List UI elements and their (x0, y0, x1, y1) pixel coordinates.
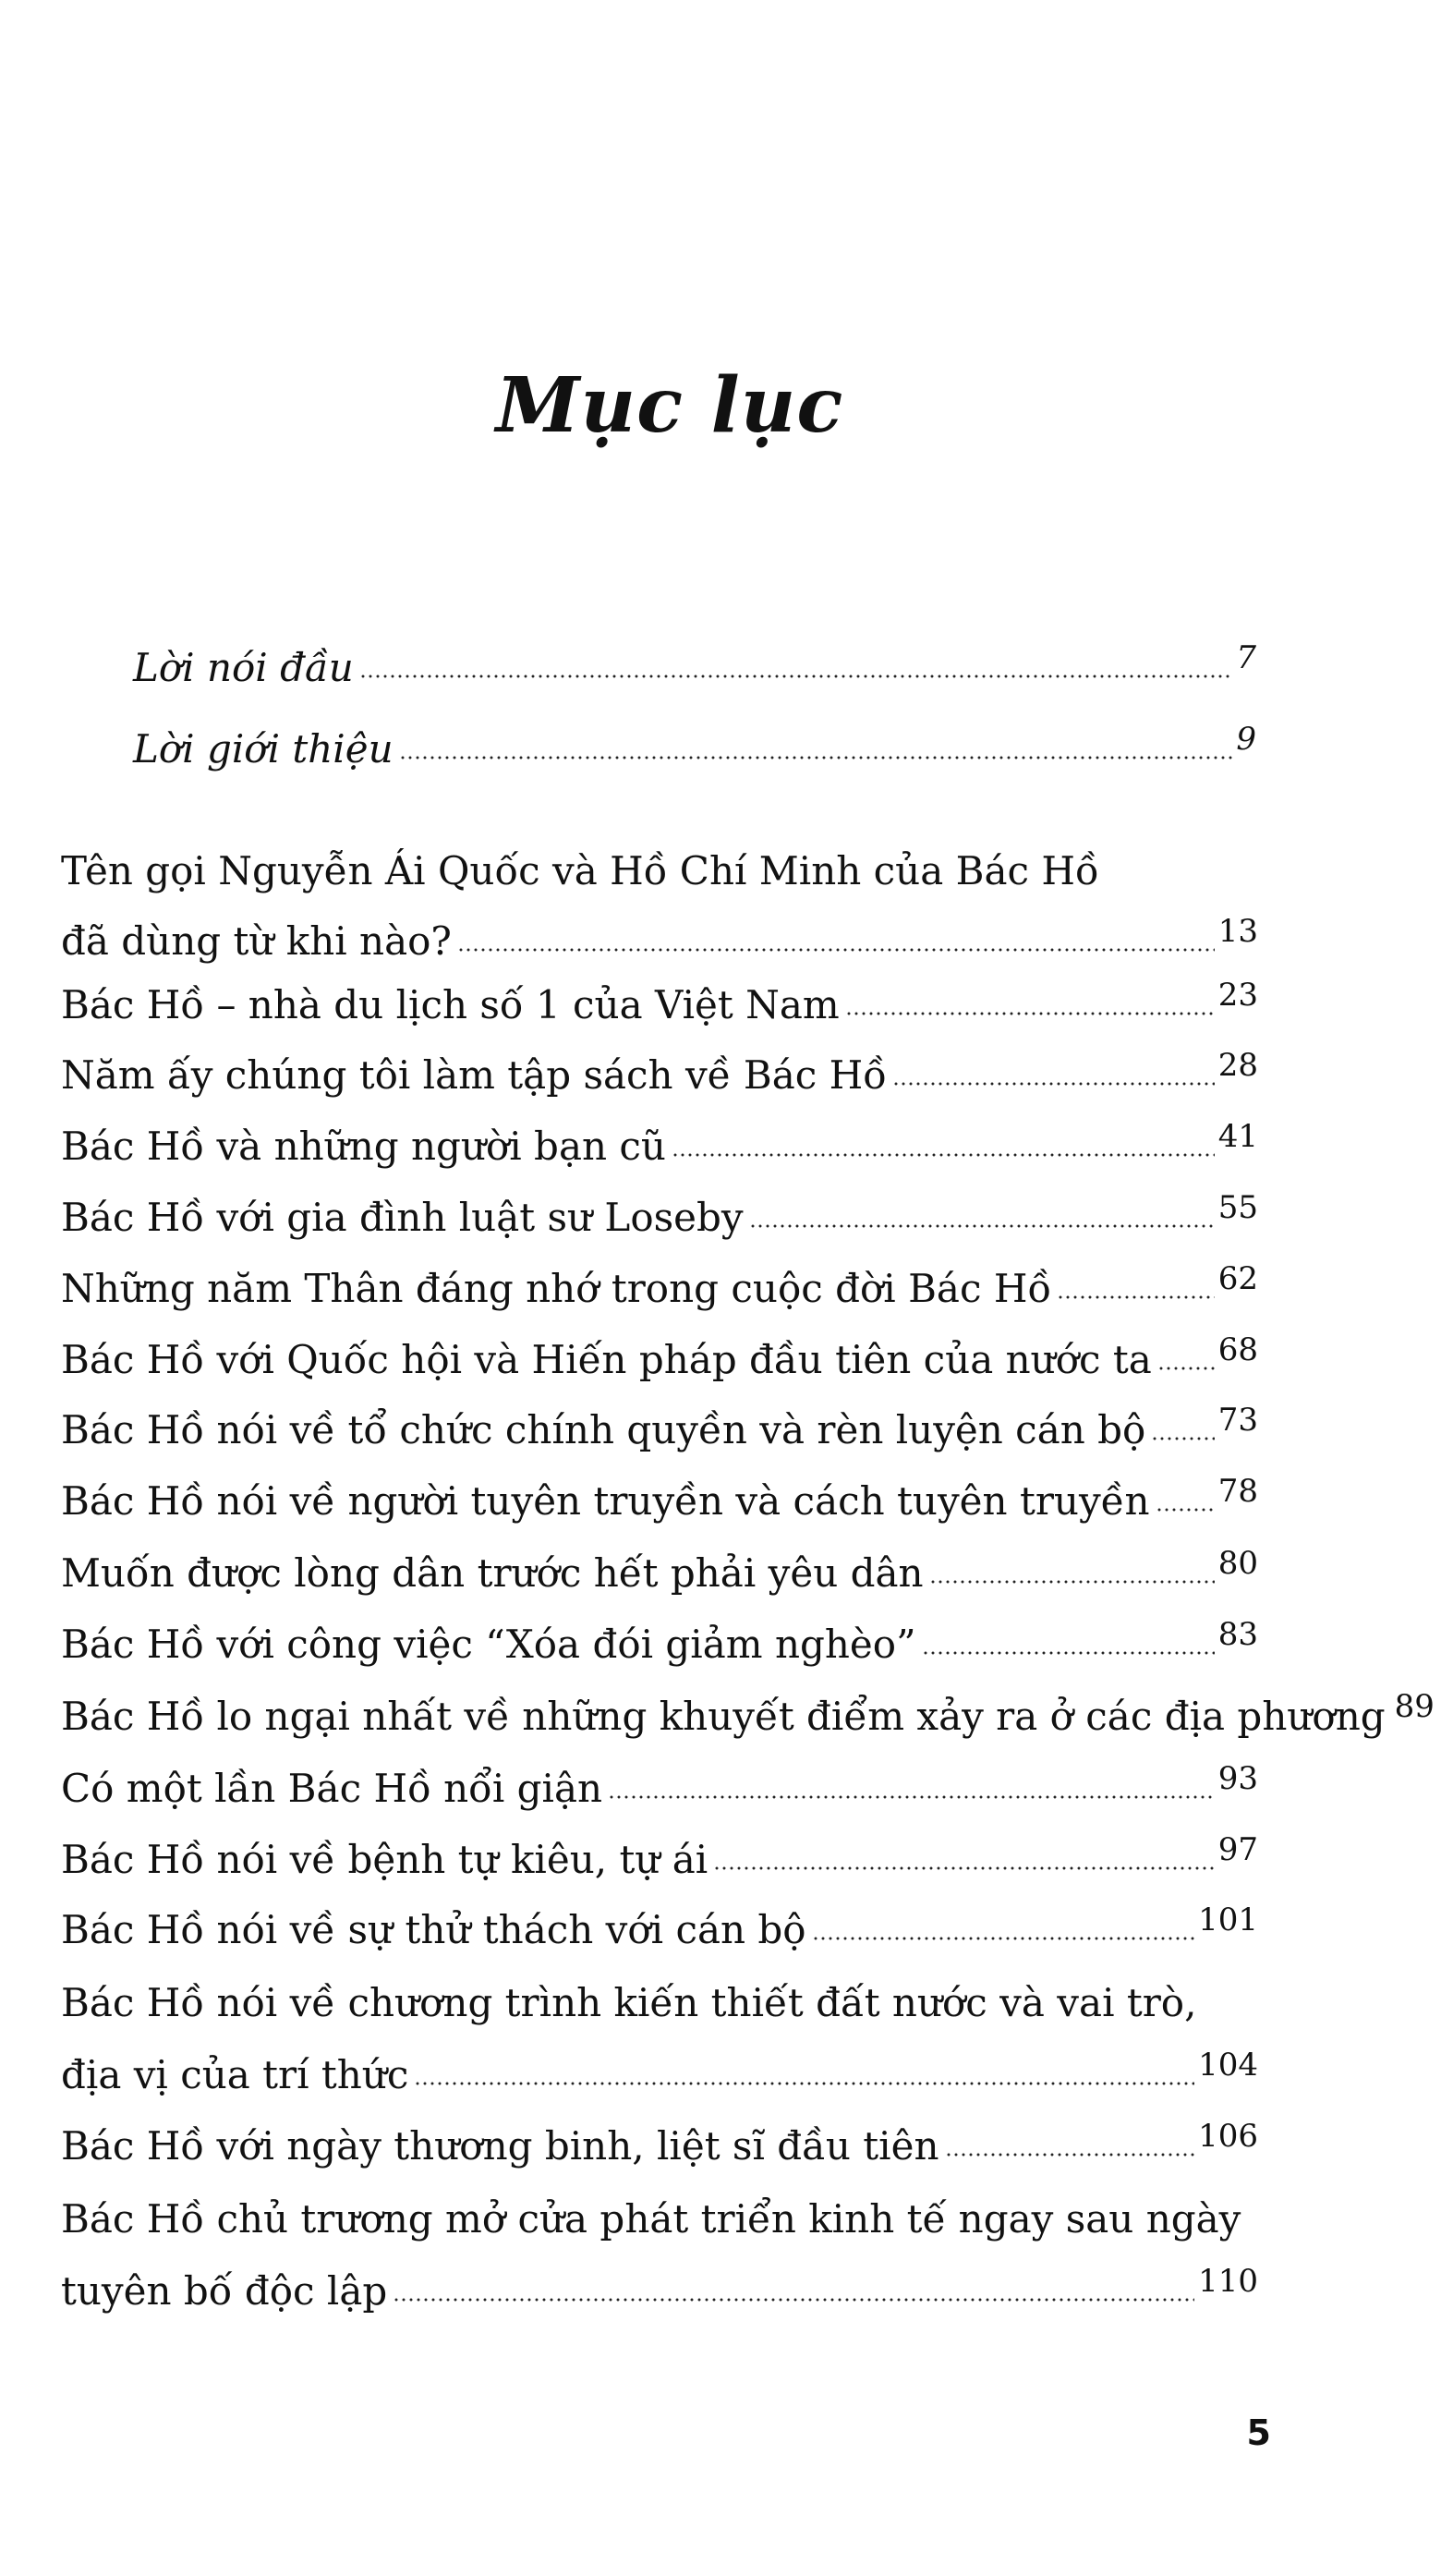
toc-line-with-leader (61, 1473, 1258, 1524)
toc-page-number: 83 (1217, 1616, 1258, 1653)
toc-page-number: 62 (1217, 1260, 1258, 1297)
toc-entry-title: đã dùng từ khi nào? (61, 918, 452, 964)
toc-page-number: 68 (1217, 1331, 1258, 1368)
toc-line-with-leader (133, 639, 1256, 690)
dot-leader (399, 756, 1233, 759)
toc-page-number: 41 (1217, 1118, 1258, 1155)
dot-leader (608, 1795, 1215, 1799)
dot-leader (1157, 1367, 1215, 1370)
toc-entry-title: Bác Hồ nói về sự thử thách với cán bộ (61, 1907, 806, 1952)
toc-entry-title: Bác Hồ với gia đình luật sư Loseby (61, 1195, 744, 1240)
toc-line-with-leader (61, 1047, 1258, 1098)
toc-line-with-leader (61, 1331, 1258, 1382)
dot-leader (672, 1153, 1215, 1157)
toc-page-number: 9 (1236, 721, 1256, 758)
toc-entry-title: Muốn được lòng dân trước hết phải yêu dân (61, 1550, 924, 1596)
toc-entry-title: Bác Hồ và những người bạn cũ (61, 1124, 666, 1169)
toc-entry-title: Bác Hồ nói về người tuyên truyền và cách tuyên truyền (61, 1478, 1150, 1524)
toc-page-number: 73 (1217, 1402, 1258, 1439)
toc-entry-title: Bác Hồ nói về bệnh tự kiêu, tự ái (61, 1837, 708, 1882)
toc-page-number: 104 (1198, 2047, 1258, 2084)
toc-line-with-leader (61, 1189, 1258, 1240)
toc-page-number: 110 (1198, 2263, 1258, 2300)
toc-entry-title: Những năm Thân đáng nhớ trong cuộc đời Bác Hồ (61, 1266, 1052, 1311)
toc-line-with-leader (61, 913, 1258, 964)
toc-line (61, 1980, 1258, 2025)
toc-line (61, 848, 1258, 893)
dot-leader (945, 2153, 1195, 2157)
toc-line-with-leader (61, 1688, 1435, 1739)
toc-line-with-leader (61, 1902, 1258, 1952)
toc-line-with-leader (133, 721, 1256, 772)
dot-leader (812, 1937, 1195, 1940)
toc-page-number: 80 (1217, 1545, 1258, 1582)
toc-page-number: 78 (1217, 1473, 1258, 1510)
toc-line-with-leader (61, 1831, 1258, 1882)
toc-page-number: 106 (1198, 2118, 1258, 2155)
toc-line-with-leader (61, 1616, 1258, 1667)
dot-leader (1057, 1295, 1215, 1299)
page-title: Mục lục (495, 361, 844, 450)
dot-leader (457, 948, 1215, 952)
toc-page-number: 89 (1394, 1688, 1435, 1725)
toc-entry-title: Tên gọi Nguyễn Ái Quốc và Hồ Chí Minh của Bác Hồ (61, 848, 1099, 893)
toc-line-with-leader (61, 2047, 1258, 2097)
toc-page-number: 23 (1217, 977, 1258, 1014)
dot-leader (414, 2082, 1194, 2085)
dot-leader (929, 1580, 1215, 1584)
toc-entry-title: Lời nói đầu (133, 645, 354, 690)
toc-line-with-leader (61, 977, 1258, 1027)
toc-page-number: 55 (1217, 1189, 1258, 1226)
toc-entry-title: tuyên bố độc lập (61, 2268, 388, 2314)
toc-line-with-leader (61, 1118, 1258, 1169)
dot-leader (845, 1012, 1215, 1015)
toc-entry-title: Bác Hồ với Quốc hội và Hiến pháp đầu tiên của nước ta (61, 1337, 1152, 1382)
toc-entry-title: Bác Hồ với công việc “Xóa đói giảm nghèo” (61, 1622, 916, 1667)
toc-line-with-leader (61, 1402, 1258, 1452)
toc-line-with-leader (61, 1545, 1258, 1596)
toc-entry-title: Bác Hồ chủ trương mở cửa phát triển kinh tế ngay sau ngày (61, 2196, 1241, 2242)
toc-page-number: 7 (1236, 639, 1256, 676)
dot-leader (1151, 1437, 1214, 1440)
toc-line-with-leader (61, 1760, 1258, 1811)
toc-entry-title: Bác Hồ nói về tổ chức chính quyền và rèn luyện cán bộ (61, 1407, 1146, 1452)
toc-page-number: 93 (1217, 1760, 1258, 1797)
dot-leader (359, 674, 1233, 678)
dot-leader (1156, 1508, 1215, 1512)
toc-page-number: 97 (1217, 1831, 1258, 1868)
dot-leader (892, 1082, 1215, 1086)
toc-entry-title: Bác Hồ nói về chương trình kiến thiết đất nước và vai trò, (61, 1980, 1197, 2025)
page-number: 5 (1246, 2412, 1271, 2453)
toc-page-number: 28 (1217, 1047, 1258, 1084)
toc-entry-title: Bác Hồ với ngày thương binh, liệt sĩ đầu tiên (61, 2123, 939, 2169)
dot-leader (713, 1866, 1215, 1870)
toc-entry-title: Có một lần Bác Hồ nổi giận (61, 1766, 603, 1811)
dot-leader (922, 1651, 1215, 1655)
toc-entry-title: địa vị của trí thức (61, 2052, 409, 2097)
toc-line (61, 2196, 1258, 2242)
dot-leader (749, 1224, 1215, 1228)
toc-line-with-leader (61, 1260, 1258, 1311)
toc-entry-title: Bác Hồ lo ngại nhất về những khuyết điểm xảy ra ở các địa phương (61, 1694, 1386, 1739)
toc-line-with-leader (61, 2263, 1258, 2314)
toc-entry-title: Năm ấy chúng tôi làm tập sách về Bác Hồ (61, 1052, 887, 1098)
toc-entry-title: Lời giới thiệu (133, 726, 394, 772)
toc-line-with-leader (61, 2118, 1258, 2169)
toc-entry-title: Bác Hồ – nhà du lịch số 1 của Việt Nam (61, 982, 840, 1027)
toc-page-number: 13 (1217, 913, 1258, 950)
dot-leader (393, 2298, 1194, 2302)
toc-page-number: 101 (1198, 1902, 1258, 1938)
